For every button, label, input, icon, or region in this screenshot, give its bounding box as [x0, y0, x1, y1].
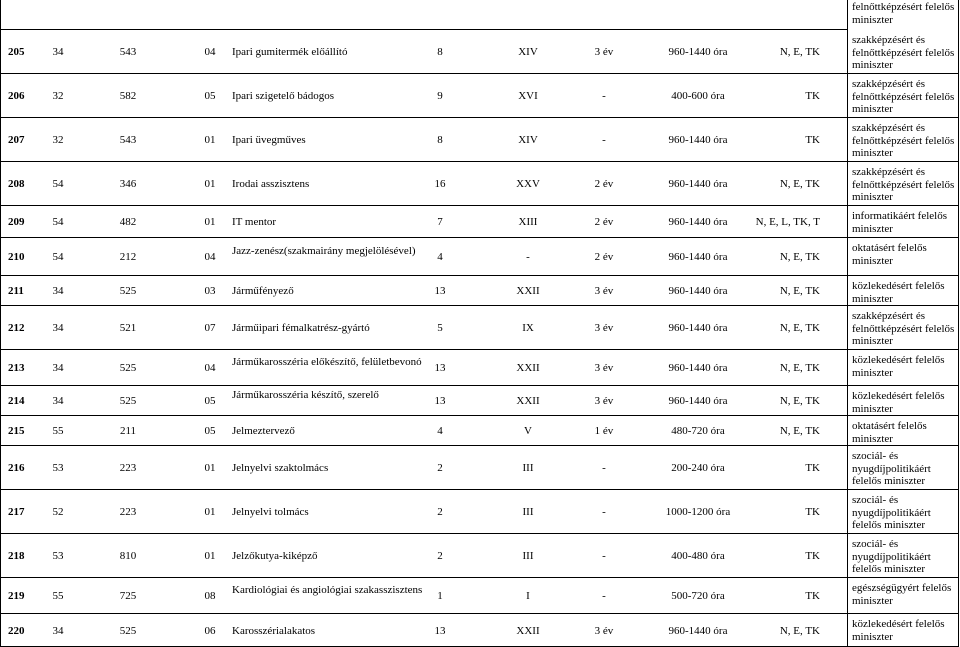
weekly-hours: 2	[437, 462, 443, 474]
responsible-ministry: közlekedésért felelős miniszter	[852, 280, 945, 305]
level-roman: XIV	[518, 134, 538, 146]
table-row	[0, 30, 960, 74]
table-row	[0, 306, 960, 350]
qualification-name: Jelzőkutya-kiképző	[232, 550, 318, 562]
code-part-3: 01	[204, 506, 216, 518]
training-form: TK	[805, 462, 820, 474]
hours-range: 960-1440 óra	[668, 134, 728, 146]
hours-range: 400-600 óra	[671, 90, 725, 102]
row-number: 209	[8, 216, 25, 228]
level-roman: XXII	[516, 362, 540, 374]
qualification-name: Kardiológiai és angiológiai szakasszisztens	[232, 584, 423, 596]
code-part-2: 725	[119, 590, 137, 602]
code-part-1: 34	[52, 362, 64, 374]
code-part-3: 04	[204, 46, 216, 58]
training-form: N, E, TK	[779, 362, 820, 374]
code-part-3: 05	[204, 395, 216, 407]
training-form: N, E, TK	[779, 46, 820, 58]
hours-range: 960-1440 óra	[668, 362, 728, 374]
training-duration: 3 év	[594, 362, 614, 374]
code-part-2: 525	[119, 625, 137, 637]
training-form: N, E, TK	[779, 285, 820, 297]
responsible-ministry: közlekedésért felelős miniszter	[852, 618, 945, 643]
qualification-name: IT mentor	[232, 216, 277, 228]
weekly-hours: 8	[437, 134, 443, 146]
code-part-2: 346	[119, 178, 137, 190]
training-form: N, E, TK	[779, 251, 820, 263]
code-part-1: 32	[52, 134, 64, 146]
training-form: TK	[805, 550, 820, 562]
level-roman: XIV	[518, 46, 538, 58]
code-part-1: 53	[52, 550, 64, 562]
qualification-name: Irodai asszisztens	[232, 178, 310, 190]
hours-range: 500-720 óra	[671, 590, 725, 602]
qualification-name: Járműkarosszéria előkészítő, felületbevonó	[232, 356, 422, 368]
level-roman: XIII	[518, 216, 538, 228]
weekly-hours: 4	[437, 251, 443, 263]
row-number: 205	[8, 46, 25, 58]
responsible-ministry: egészségügyért felelős miniszter	[852, 582, 952, 607]
header-ministry-fragment	[852, 1, 958, 26]
training-duration: -	[602, 134, 606, 146]
table-row	[0, 118, 960, 162]
responsible-ministry: szakképzésért és felnőttképzésért felelős miniszter	[852, 78, 955, 115]
code-part-3: 05	[204, 425, 216, 437]
hours-range: 960-1440 óra	[668, 178, 728, 190]
code-part-2: 543	[119, 134, 137, 146]
hours-range: 960-1440 óra	[668, 395, 728, 407]
weekly-hours: 16	[434, 178, 446, 190]
row-number: 215	[8, 425, 25, 437]
training-duration: 3 év	[594, 46, 614, 58]
responsible-ministry: oktatásért felelős miniszter	[852, 420, 927, 445]
responsible-ministry: közlekedésért felelős miniszter	[852, 390, 945, 415]
table-row	[0, 386, 960, 416]
training-duration: 3 év	[594, 285, 614, 297]
training-duration: 3 év	[594, 395, 614, 407]
code-part-3: 05	[204, 90, 216, 102]
level-roman: XXII	[516, 285, 540, 297]
hours-range: 960-1440 óra	[668, 251, 728, 263]
code-part-3: 07	[204, 322, 216, 334]
header-fragment-line2: miniszter	[852, 13, 893, 26]
row-number: 207	[8, 134, 25, 146]
hours-range: 480-720 óra	[671, 425, 725, 437]
level-roman: V	[524, 425, 532, 437]
weekly-hours: 7	[437, 216, 443, 228]
training-form: TK	[805, 506, 820, 518]
table-row	[0, 416, 960, 446]
table-row	[0, 446, 960, 490]
code-part-1: 53	[52, 462, 64, 474]
code-part-1: 32	[52, 90, 64, 102]
code-part-3: 06	[204, 625, 216, 637]
code-part-1: 52	[52, 506, 64, 518]
training-form: TK	[805, 90, 820, 102]
weekly-hours: 5	[437, 322, 443, 334]
table-row	[0, 276, 960, 306]
training-form: N, E, TK	[779, 178, 820, 190]
training-duration: -	[602, 462, 606, 474]
row-number: 217	[8, 506, 25, 518]
training-duration: 3 év	[594, 625, 614, 637]
training-form: TK	[805, 134, 820, 146]
level-roman: XVI	[518, 90, 538, 102]
row-number: 210	[8, 251, 25, 263]
code-part-1: 34	[52, 625, 64, 637]
code-part-2: 223	[119, 506, 137, 518]
qualification-name: Jelnyelvi szaktolmács	[232, 462, 329, 474]
hours-range: 960-1440 óra	[668, 46, 728, 58]
table-row	[0, 162, 960, 206]
responsible-ministry: szakképzésért és felnőttképzésért felelős miniszter	[852, 310, 955, 347]
responsible-ministry: szociál- és nyugdíjpolitikáért felelős miniszter	[852, 538, 931, 575]
code-part-2: 582	[119, 90, 137, 102]
table-row	[0, 534, 960, 578]
training-form: N, E, TK	[779, 425, 820, 437]
responsible-ministry: informatikáért felelős miniszter	[852, 210, 947, 235]
qualification-name: Jelnyelvi tolmács	[232, 506, 309, 518]
row-number: 218	[8, 550, 25, 562]
code-part-3: 04	[204, 251, 216, 263]
code-part-2: 525	[119, 362, 137, 374]
qualification-name: Ipari gumitermék előállító	[232, 46, 348, 58]
code-part-2: 223	[119, 462, 137, 474]
weekly-hours: 1	[437, 590, 443, 602]
training-duration: -	[602, 590, 606, 602]
training-form: N, E, TK	[779, 322, 820, 334]
level-roman: IX	[522, 322, 534, 334]
weekly-hours: 4	[437, 425, 443, 437]
code-part-3: 08	[204, 590, 216, 602]
training-duration: 1 év	[594, 425, 614, 437]
level-roman: III	[522, 462, 534, 474]
code-part-1: 54	[52, 216, 64, 228]
training-form: TK	[805, 590, 820, 602]
hours-range: 960-1440 óra	[668, 285, 728, 297]
qualification-name: Jazz-zenész(szakmairány megjelölésével)	[232, 245, 416, 257]
hours-range: 960-1440 óra	[668, 322, 728, 334]
code-part-1: 54	[52, 178, 64, 190]
row-number: 213	[8, 362, 25, 374]
level-roman: III	[522, 550, 534, 562]
training-form: N, E, L, TK, T	[755, 216, 820, 228]
row-number: 219	[8, 590, 25, 602]
responsible-ministry: szakképzésért és felnőttképzésért felelős miniszter	[852, 122, 955, 159]
row-number: 216	[8, 462, 25, 474]
table-row	[0, 74, 960, 118]
header-fragment-line1: felnőttképzésért felelős	[852, 1, 955, 13]
training-duration: -	[602, 90, 606, 102]
level-roman: XXII	[516, 395, 540, 407]
training-duration: 3 év	[594, 322, 614, 334]
code-part-1: 34	[52, 322, 64, 334]
row-number: 211	[8, 285, 24, 297]
table-row	[0, 578, 960, 614]
code-part-3: 03	[204, 285, 216, 297]
code-part-3: 01	[204, 134, 216, 146]
qualification-name: Karosszérialakatos	[232, 625, 316, 637]
level-roman: III	[522, 506, 534, 518]
responsible-ministry: szociál- és nyugdíjpolitikáért felelős miniszter	[852, 450, 931, 487]
code-part-1: 34	[52, 46, 64, 58]
level-roman: I	[526, 590, 530, 602]
code-part-1: 55	[52, 425, 64, 437]
code-part-2: 521	[119, 322, 137, 334]
training-duration: 2 év	[594, 178, 614, 190]
level-roman: XXII	[516, 625, 540, 637]
weekly-hours: 13	[434, 362, 446, 374]
qualification-name: Járműipari fémalkatrész-gyártó	[232, 322, 370, 334]
weekly-hours: 13	[434, 395, 446, 407]
hours-range: 960-1440 óra	[668, 216, 728, 228]
code-part-2: 212	[119, 251, 137, 263]
qualification-name: Jelmeztervező	[232, 425, 295, 437]
code-part-3: 04	[204, 362, 216, 374]
responsible-ministry: szakképzésért és felnőttképzésért felelős miniszter	[852, 34, 955, 71]
code-part-1: 34	[52, 285, 64, 297]
code-part-2: 211	[119, 425, 137, 437]
row-number: 214	[8, 395, 25, 407]
qualification-name: Járműfényező	[232, 285, 294, 297]
weekly-hours: 13	[434, 285, 446, 297]
training-duration: 2 év	[594, 251, 614, 263]
weekly-hours: 2	[437, 550, 443, 562]
code-part-2: 810	[119, 550, 137, 562]
code-part-2: 525	[119, 395, 137, 407]
code-part-2: 525	[119, 285, 137, 297]
code-part-1: 54	[52, 251, 64, 263]
hours-range: 960-1440 óra	[668, 625, 728, 637]
row-number: 206	[8, 90, 25, 102]
training-duration: 2 év	[594, 216, 614, 228]
code-part-2: 482	[119, 216, 137, 228]
weekly-hours: 2	[437, 506, 443, 518]
code-part-2: 543	[119, 46, 137, 58]
row-number: 220	[8, 625, 25, 637]
code-part-1: 34	[52, 395, 64, 407]
responsible-ministry: közlekedésért felelős miniszter	[852, 354, 945, 379]
responsible-ministry: szakképzésért és felnőttképzésért felelős miniszter	[852, 166, 955, 203]
training-form: N, E, TK	[779, 395, 820, 407]
responsible-ministry: oktatásért felelős miniszter	[852, 242, 927, 267]
weekly-hours: 13	[434, 625, 446, 637]
table-row	[0, 350, 960, 386]
table-row	[0, 614, 960, 647]
level-roman: -	[526, 251, 530, 263]
table-row	[0, 490, 960, 534]
hours-range: 400-480 óra	[671, 550, 725, 562]
weekly-hours: 9	[437, 90, 443, 102]
code-part-3: 01	[204, 550, 216, 562]
hours-range: 1000-1200 óra	[665, 506, 731, 518]
qualification-name: Ipari szigetelő bádogos	[232, 90, 335, 102]
code-part-3: 01	[204, 216, 216, 228]
training-duration: -	[602, 506, 606, 518]
responsible-ministry: szociál- és nyugdíjpolitikáért felelős miniszter	[852, 494, 931, 531]
code-part-1: 55	[52, 590, 64, 602]
code-part-3: 01	[204, 178, 216, 190]
qualification-name: Ipari üvegműves	[232, 134, 306, 146]
training-form: N, E, TK	[779, 625, 820, 637]
hours-range: 200-240 óra	[671, 462, 725, 474]
row-number: 208	[8, 178, 25, 190]
training-duration: -	[602, 550, 606, 562]
table-row	[0, 206, 960, 238]
qualification-name: Járműkarosszéria készítő, szerelő	[232, 389, 379, 401]
table-row	[0, 238, 960, 276]
weekly-hours: 8	[437, 46, 443, 58]
level-roman: XXV	[516, 178, 540, 190]
code-part-3: 01	[204, 462, 216, 474]
row-number: 212	[8, 322, 25, 334]
